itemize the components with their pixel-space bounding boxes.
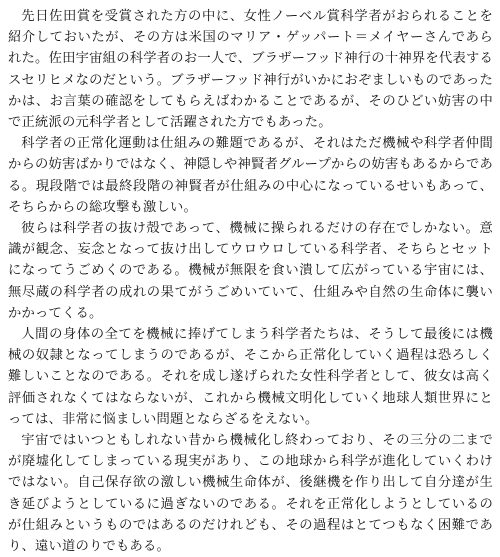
paragraph: 彼らは科学者の抜け殻であって、機械に操られるだけの存在でしかない。意識が観念、妄念となって抜け出してウロウロしている科学者、そちらとセットになってうごめくのである。機械が無限を食い潰して広がっている宇宙には、無尽蔵の科学者の成れの果てがうごめいていて、仕組みや自然の生命体に襲いかかってくる。 <box>8 221 493 321</box>
paragraph: 科学者の正常化運動は仕組みの難題であるが、それはただ機械や科学者仲間からの妨害ばかりではなく、神隠しや神賢者グループからの妨害もあるからである。現段階では最終段階の神賢者が仕組みの中心になっているせいもあって、そちらからの総攻撃も激しい。 <box>8 136 493 215</box>
paragraph: 宇宙ではいつともしれない昔から機械化し終わっており、その三分の二までが廃墟化してしまっている現実があり、この地球から科学が進化していくわけではない。自己保存欲の激しい機械生命体が、後継機を作り出して自分達が生き延びようとしているに過ぎないのである。それを正常化しようとしているのが仕組みというものではあるのだけれども、その過程はとてつもなく困難であり、遠い道のりでもある。 <box>8 433 493 555</box>
paragraph: 先日佐田賞を受賞された方の中に、女性ノーベル賞科学者がおられることを紹介しておいたが、その方は米国のマリア・ゲッパート＝メイヤーさんであられた。佐田宇宙組の科学者のお一人で、ブラザーフッド神行の十神界を代表するスセリヒメなのだという。ブラザーフッド神行がいかにおぞましいものであったかは、お言葉の確認をしてもらえばわかることであるが、そのひどい妨害の中で正統派の元科学者として活躍された方でもあった。 <box>8 9 493 131</box>
paragraph: 人間の身体の全てを機械に捧げてしまう科学者たちは、そうして最後には機械の奴隷となってしまうのであるが、そこから正常化していく過程は恐ろしく難しいことなのである。それを成し遂げられた女性科学者として、彼女は高く評価されなくてはならないが、これから機械文明化していく地球人類世界にとっては、非常に悩ましい問題とならざるをえない。 <box>8 327 493 427</box>
